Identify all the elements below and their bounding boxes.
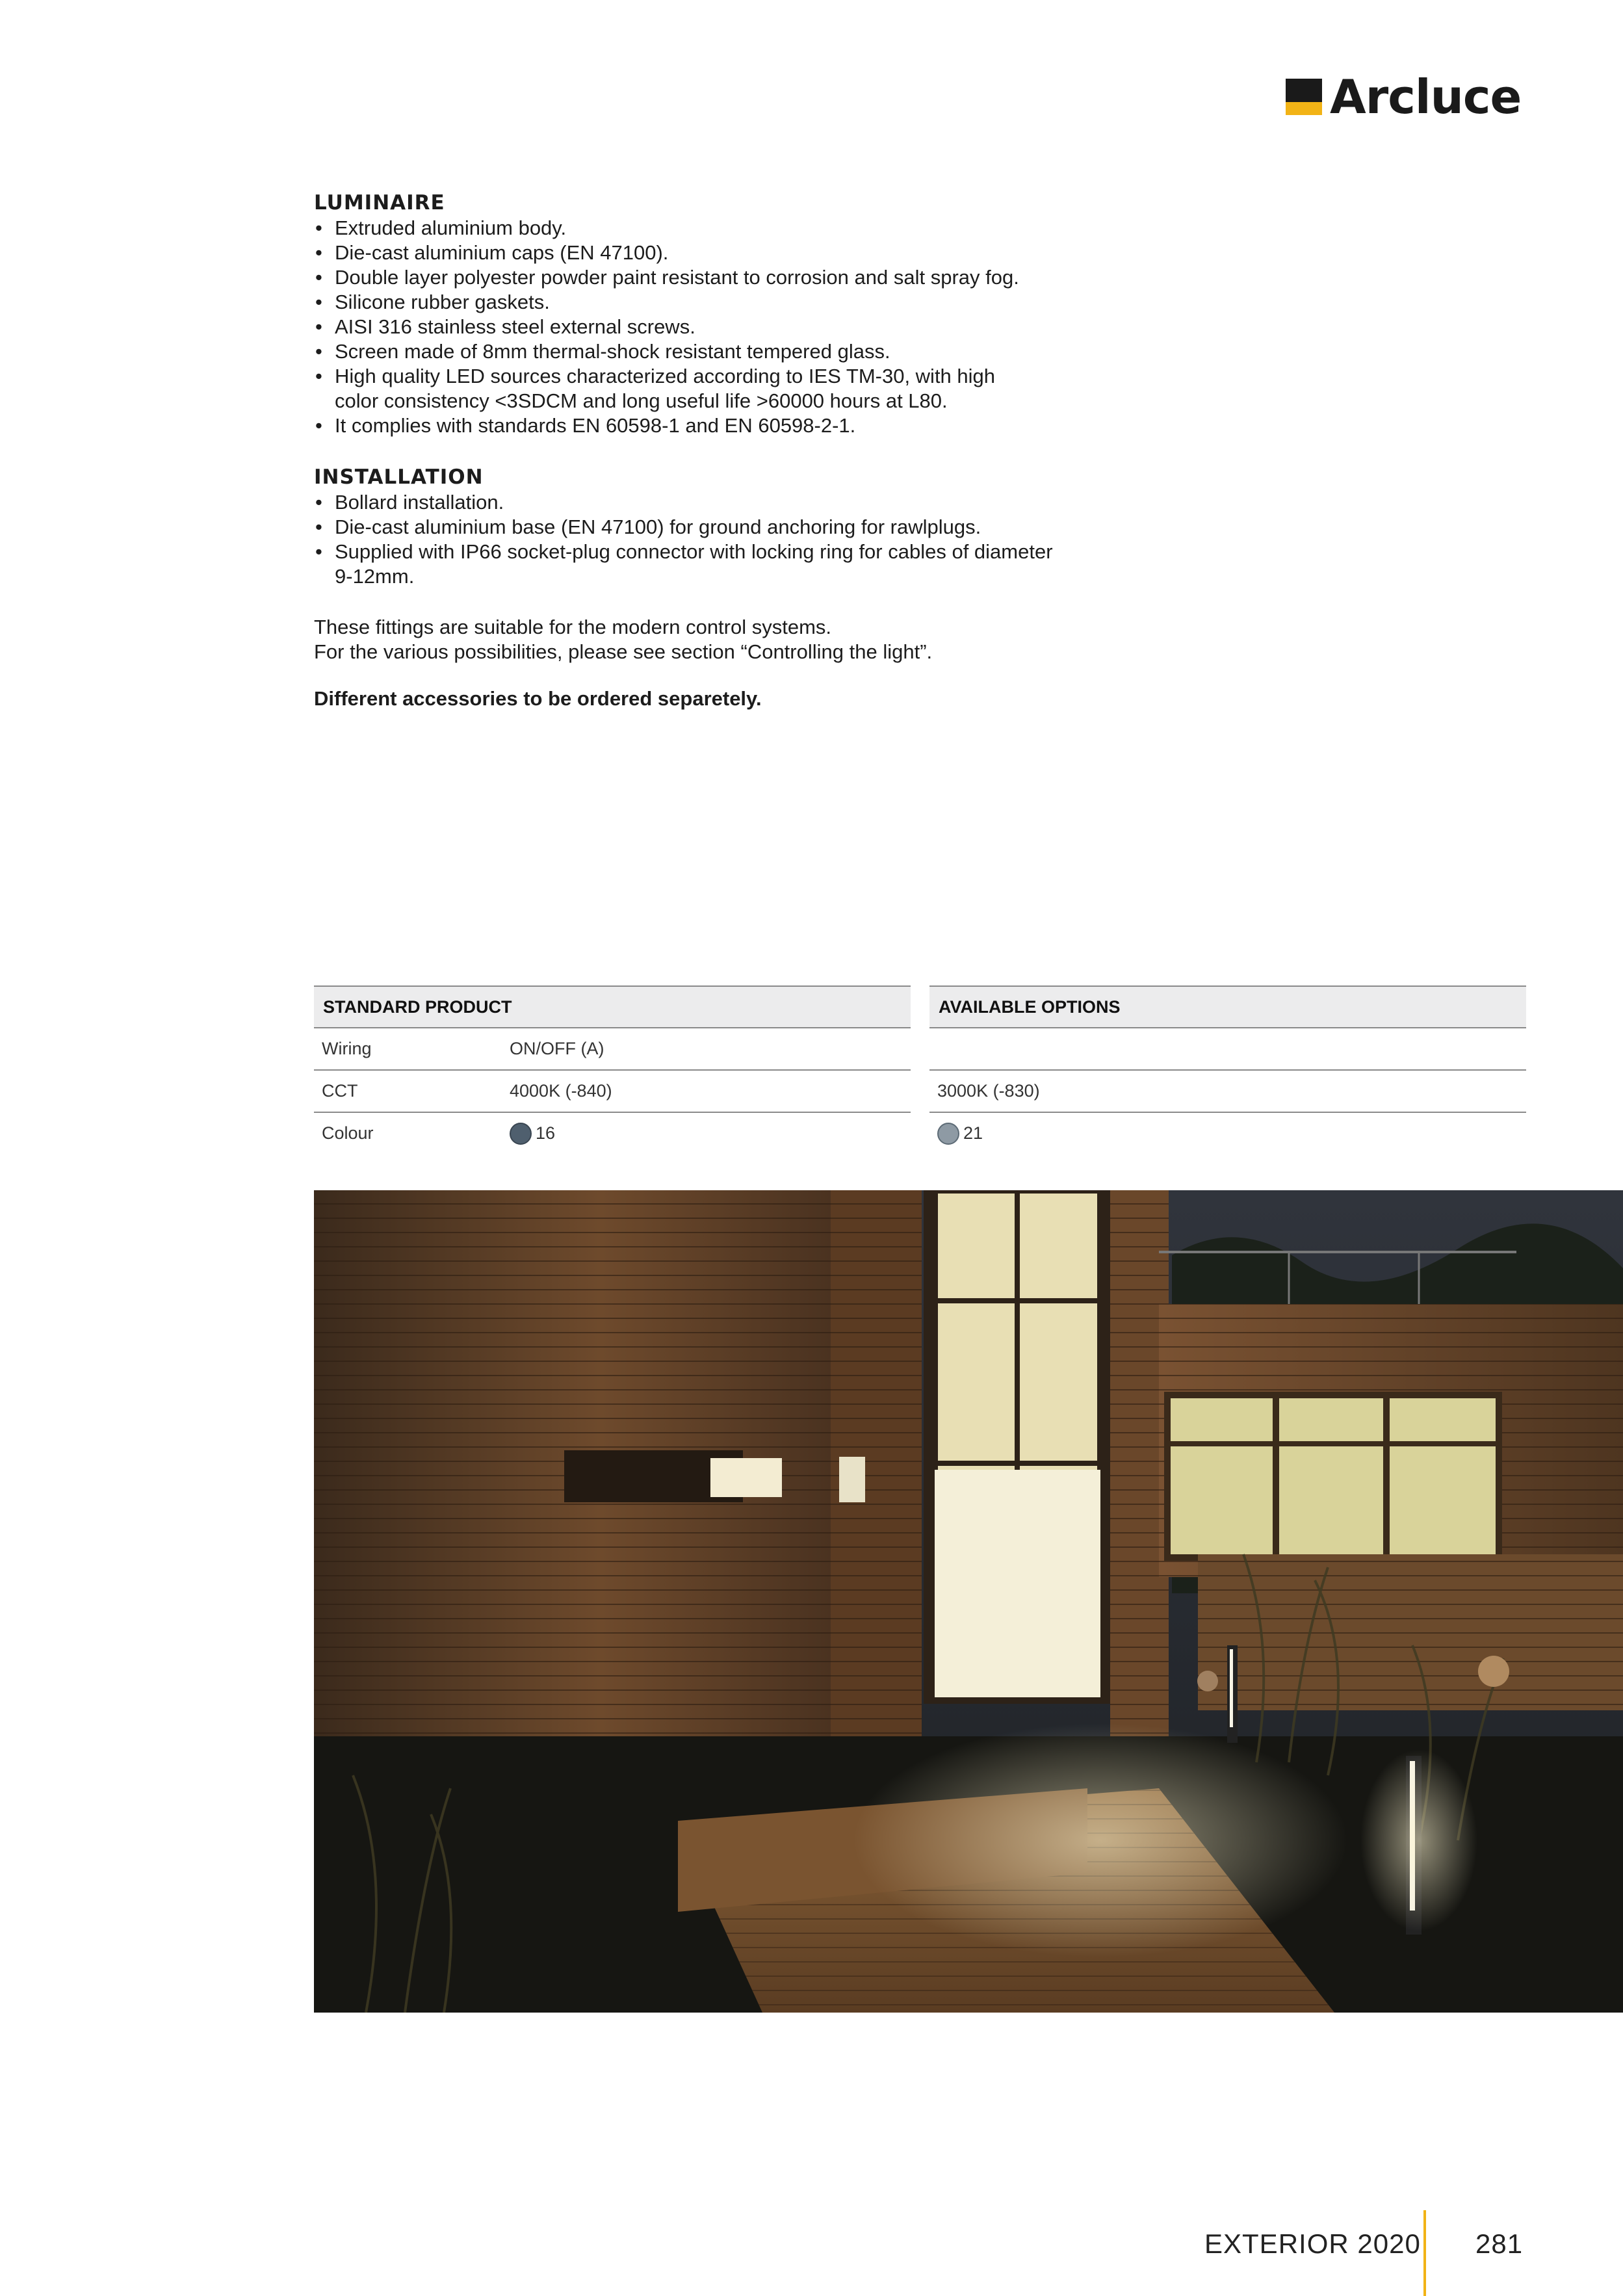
list-item: • Silicone rubber gaskets.	[314, 290, 1081, 315]
colour-code: 16	[536, 1123, 556, 1143]
colour-option	[929, 1123, 983, 1145]
standard-product-header: STANDARD PRODUCT	[314, 985, 911, 1028]
logo-mark-icon	[1286, 79, 1322, 115]
row-label: CCT	[322, 1081, 358, 1101]
brand-name: Arcluce	[1330, 70, 1522, 124]
installation-list	[314, 490, 1081, 589]
colour-code: 21	[963, 1123, 983, 1143]
standard-product-table	[314, 985, 911, 1154]
luminaire-list	[314, 216, 1081, 438]
luminaire-heading: LUMINAIRE	[314, 191, 445, 215]
table-row	[929, 1071, 1526, 1113]
list-item: • Supplied with IP66 socket-plug connector with locking ring for cables of diameter 9-12mm.	[314, 540, 1076, 589]
row-value: 4000K (-840)	[510, 1081, 612, 1101]
colour-value	[510, 1123, 555, 1145]
list-item: • Double layer polyester powder paint resistant to corrosion and salt spray fog.	[314, 265, 1081, 290]
page-number: 281	[1475, 2228, 1524, 2259]
table-row	[314, 1113, 911, 1154]
table-row	[314, 1028, 911, 1071]
colour-swatch-icon	[937, 1123, 959, 1145]
row-label: Wiring	[322, 1039, 372, 1058]
accessories-note: Different accessories to be ordered separetely.	[314, 687, 762, 710]
footer-divider	[1423, 2210, 1426, 2296]
table-row	[314, 1071, 911, 1113]
available-options-table	[929, 985, 1526, 1154]
control-systems-note: These fittings are suitable for the modern control systems.	[314, 616, 832, 638]
list-item: • High quality LED sources characterized according to IES TM-30, with high color consistency <3SDCM and long useful life >60000 hours at L80.	[314, 364, 1037, 413]
table-row	[929, 1113, 1526, 1154]
list-item: • Die-cast aluminium base (EN 47100) for ground anchoring for rawlplugs.	[314, 515, 1081, 540]
product-ambient-photo	[314, 1190, 1623, 2013]
list-item: • Screen made of 8mm thermal-shock resistant tempered glass.	[314, 339, 1081, 364]
controlling-light-note: For the various possibilities, please see section “Controlling the light”.	[314, 640, 933, 663]
night-house-illustration	[314, 1190, 1623, 2013]
table-row	[929, 1028, 1526, 1071]
row-label: Colour	[322, 1123, 374, 1143]
catalog-section: EXTERIOR 2020	[1204, 2228, 1421, 2259]
list-item: • It complies with standards EN 60598-1 and EN 60598-2-1.	[314, 413, 1081, 438]
option-value: 3000K (-830)	[937, 1081, 1040, 1101]
list-item: • Bollard installation.	[314, 490, 1081, 515]
list-item: • Die-cast aluminium caps (EN 47100).	[314, 241, 1081, 265]
row-value: ON/OFF (A)	[510, 1039, 604, 1058]
colour-swatch-icon	[510, 1123, 532, 1145]
list-item: • AISI 316 stainless steel external screws.	[314, 315, 1081, 339]
brand-logo	[1286, 70, 1522, 124]
product-description	[314, 190, 1081, 711]
list-item: • Extruded aluminium body.	[314, 216, 1081, 241]
available-options-header: AVAILABLE OPTIONS	[929, 985, 1526, 1028]
installation-heading: INSTALLATION	[314, 465, 484, 489]
